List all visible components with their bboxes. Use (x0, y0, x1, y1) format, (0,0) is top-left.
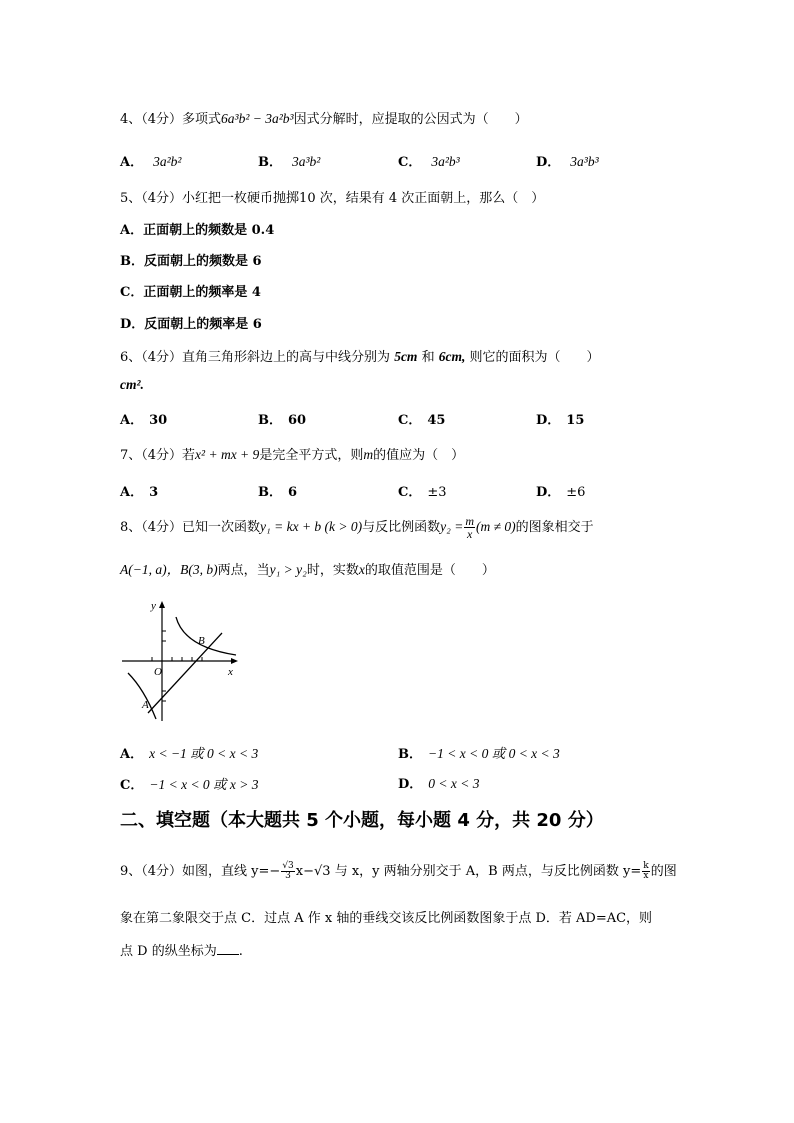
q7-mid: 是完全平方式，则 (259, 448, 364, 463)
q5-option-b (120, 250, 262, 269)
option-label: C． (120, 285, 144, 300)
q7-stem (120, 444, 464, 463)
option-label: B． (120, 254, 144, 269)
option-label: D． (536, 413, 561, 428)
fraction-denominator: x (643, 871, 649, 881)
option-label: B． (258, 155, 282, 170)
option-label: C． (398, 413, 422, 428)
option-text: 45 (427, 413, 446, 428)
point-a-label: A (142, 699, 149, 711)
q6-option-c (398, 409, 445, 428)
point-b-label: B (198, 635, 205, 647)
x-axis-arrow (231, 658, 238, 664)
q9-stem-line3 (120, 940, 243, 959)
q6-option-d (536, 409, 584, 428)
q4-suffix: 因式分解时，应提取的公因式为（ ） (293, 112, 528, 127)
origin-label: O (154, 666, 162, 678)
option-text: −1 < x < 0 或 x > 3 (149, 777, 259, 792)
q8-option-b (398, 742, 560, 762)
y-axis-arrow (159, 601, 165, 608)
q6-option-a (120, 409, 167, 428)
q9-inverse-fraction (642, 862, 649, 881)
option-text: 反面朝上的频率是 6 (144, 317, 262, 332)
q8-option-d (398, 773, 480, 792)
q9-line3: 点 D 的纵坐标为 (120, 944, 217, 959)
q9-line3-end: . (238, 944, 243, 959)
option-label: A． (120, 747, 144, 762)
option-text: 3a³b² (292, 154, 321, 169)
q4-option-b (258, 151, 320, 170)
q8-prefix: 8、（4分）已知一次函数 (120, 520, 261, 535)
fraction-denominator: 3 (285, 871, 291, 881)
option-text: ±6 (566, 485, 586, 500)
option-text: 3 (149, 485, 159, 500)
q7-suffix: 的值应为（ ） (373, 448, 465, 463)
option-text: 6 (288, 485, 298, 500)
q7-expr: x² + mx + 9 (195, 447, 260, 462)
q8-stem-line2 (120, 558, 495, 578)
q6-suffix: 则它的面积为（ ） (469, 350, 600, 365)
option-text: 30 (149, 413, 168, 428)
x-axis-label: x (228, 666, 233, 678)
option-label: D． (398, 777, 423, 792)
q7-prefix: 7、（4分）若 (120, 448, 196, 463)
option-text: 3a³b³ (570, 154, 599, 169)
option-text: ±3 (427, 485, 447, 500)
q7-option-a (120, 481, 158, 500)
q7-var: m (363, 447, 374, 462)
q8-point-a: A(−1, a)， (120, 562, 181, 577)
q8-inverse-fraction (464, 515, 475, 540)
option-label: C． (120, 778, 144, 793)
q9-slope-fraction (281, 862, 294, 881)
q8-linear-function: y₁ = kx + b (k > 0) (260, 519, 363, 534)
option-label: D． (120, 317, 145, 332)
option-label: C． (398, 155, 422, 170)
fraction-numerator: √3 (282, 861, 294, 871)
fraction-denominator: x (467, 527, 473, 541)
q9-mid1: x−√3 与 x，y 两轴分别交于 A，B 两点，与反比例函数 y= (295, 864, 642, 879)
option-text: 0 < x < 3 (428, 776, 480, 791)
q8-option-c (120, 773, 259, 793)
option-label: A． (120, 485, 144, 500)
option-text: −1 < x < 0 或 0 < x < 3 (428, 746, 560, 761)
q8-line2-end: 的取值范围是（ ） (364, 563, 495, 578)
q8-option-a (120, 742, 258, 762)
fraction-numerator: k (643, 861, 649, 871)
q8-function-graph (118, 595, 248, 725)
q9-stem-line1 (120, 860, 677, 881)
option-label: A． (120, 155, 144, 170)
option-label: A． (120, 413, 144, 428)
q8-line2-mid: 两点，当 (217, 563, 270, 578)
q6-option-b (258, 409, 306, 428)
option-label: B． (258, 485, 282, 500)
q9-prefix: 9、（4分）如图，直线 y=− (120, 864, 281, 879)
option-text: 3a²b² (153, 154, 182, 169)
option-text: 3a²b³ (431, 154, 460, 169)
q7-option-d (536, 481, 585, 500)
fraction-numerator: m (465, 514, 475, 528)
q4-option-d (536, 151, 599, 170)
q5-option-d (120, 313, 262, 332)
option-text: 正面朝上的频率是 4 (143, 285, 261, 300)
option-label: D． (536, 485, 561, 500)
q8-condition: y₁ > y₂ (269, 562, 307, 577)
y-axis-label: y (151, 600, 156, 612)
q9-mid2: 的图 (650, 864, 677, 879)
q4-option-c (398, 151, 460, 170)
option-label: B． (258, 413, 282, 428)
q6-stem (120, 346, 600, 365)
q6-median-value: 6cm, (438, 349, 466, 364)
q6-unit: cm². (120, 377, 144, 392)
option-text: 15 (566, 413, 585, 428)
q6-mid: 和 (421, 350, 435, 365)
q7-option-c (398, 481, 447, 500)
option-label: D． (536, 155, 561, 170)
option-text: 60 (288, 413, 307, 428)
q8-stem-line1 (120, 515, 594, 540)
q6-prefix: 6、（4分）直角三角形斜边上的高与中线分别为 (120, 350, 391, 365)
q4-option-a (120, 151, 181, 170)
q8-mid: 与反比例函数 (362, 520, 441, 535)
hyperbola-branch-third-quadrant (128, 673, 156, 719)
option-label: C． (398, 485, 422, 500)
q8-inverse-condition: (m ≠ 0) (476, 519, 516, 534)
q4-prefix: 4、（4分）多项式 (120, 112, 222, 127)
q5-option-a (120, 219, 274, 238)
q8-inverse-lhs: y₂ = (440, 519, 464, 534)
q8-var: x (358, 562, 365, 577)
q5-stem: 5、（4分）小红把一枚硬币抛掷10 次，结果有 4 次正面朝上，那么（ ） (120, 191, 545, 206)
q7-option-b (258, 481, 297, 500)
q5-option-c (120, 281, 261, 300)
q6-height-value: 5cm (394, 349, 418, 364)
option-label: A． (120, 223, 144, 238)
section-title: 二、填空题（本大题共 5 个小题，每小题 4 分，共 20 分） (120, 810, 604, 831)
answer-blank[interactable] (217, 942, 239, 955)
option-text: x < −1 或 0 < x < 3 (149, 746, 259, 761)
option-text: 正面朝上的频数是 0.4 (143, 223, 275, 238)
q8-point-b: B(3, b) (180, 562, 218, 577)
q4-expr: 6a³b² − 3a²b³ (221, 111, 294, 126)
q8-suffix: 的图象相交于 (515, 520, 594, 535)
hyperbola-branch-first-quadrant (176, 617, 236, 655)
q8-line2-mid2: 时，实数 (306, 563, 359, 578)
q4-stem (120, 108, 528, 127)
option-label: B． (398, 747, 422, 762)
q9-stem-line2: 象在第二象限交于点 C．过点 A 作 x 轴的垂线交该反比例函数图象于点 D．若 AD=AC，则 (120, 911, 653, 926)
option-text: 反面朝上的频数是 6 (144, 254, 262, 269)
